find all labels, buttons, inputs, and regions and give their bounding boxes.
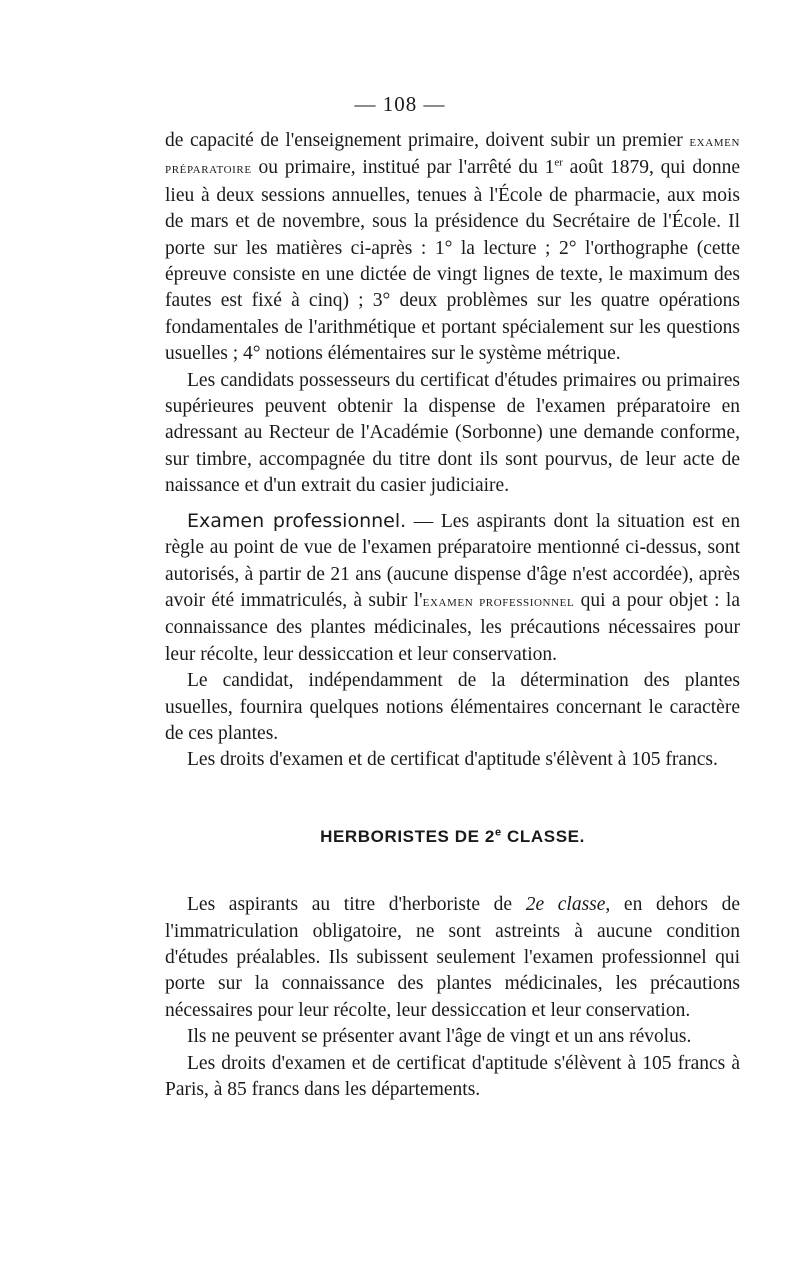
paragraph-droits-paris: Les droits d'examen et de certificat d'aptitude s'élèvent à 105 francs à Paris, à 85 francs dans les départements. <box>165 1052 740 1100</box>
text-run: Les aspirants au titre d'herboriste de <box>187 894 526 916</box>
italic-term: 2e classe <box>525 894 606 916</box>
small-caps-term: examen préparatoire <box>165 134 740 178</box>
paragraph-examen-professionnel <box>165 508 740 668</box>
page-number: — 108 — <box>354 92 446 116</box>
section-title <box>165 824 740 850</box>
text-run: août 1879, qui donne lieu à deux sessions annuelles, tenues à l'École de pharmacie, aux mois de mars et de novembre, sous la présidence du Secrétaire de l'École. Il porte sur les matières ci-après : 1° la lecture ; 2° l'orthographe (cette épreuve consiste en une dictée de vingt lignes de texte, le maximum des fautes est fixé à cinq) ; 3° deux problèmes sur les quatre opérations fondamentales de l'arithmétique et portant spécialement sur les questions usuelles ; 4° notions élémentaires sur le système métrique. <box>165 157 740 365</box>
text-run: qui a pour objet : la connaissance des plantes médicinales, les précautions nécessaires pour leur récolte, leur dessiccation et leur conservation. <box>165 589 740 665</box>
section-title-text: CLASSE. <box>501 826 585 846</box>
paragraph-dispense: Les candidats possesseurs du certificat d'études primaires ou primaires supérieures peuvent obtenir la dispense de l'examen préparatoire en adressant au Recteur de l'Académie (Sorbonne) une demande conforme, sur timbre, accompagnée du titre dont ils sont pourvus, de leur acte de naissance et d'un extrait du casier judiciaire. <box>165 369 740 497</box>
superscript: er <box>554 156 563 169</box>
superscript: e <box>495 826 502 839</box>
body-text <box>165 128 740 1103</box>
run-in-heading: Examen professionnel. <box>187 509 407 532</box>
paragraph-candidat: Le candidat, indépendamment de la détermination des plantes usuelles, fournira quelques notions élémentaires concernant le caractère de ces plantes. <box>165 670 740 744</box>
paragraph-exam-preparatoire <box>165 128 740 368</box>
paragraph-aspirants <box>165 892 740 1024</box>
text-run: ou primaire, institué par l'arrêté du 1 <box>251 157 555 179</box>
text-run: , en dehors de l'immatriculation obligatoire, ne sont astreints à aucune condition d'études préalables. Ils subissent seulement l'examen professionnel qui porte sur la connaissance des plantes médicinales, les précautions nécessaires pour leur récolte, leur dessiccation et leur conservation. <box>165 894 740 1021</box>
paragraph-droits: Les droits d'examen et de certificat d'aptitude s'élèvent à 105 francs. <box>187 749 718 771</box>
section-title-text: HERBORISTES DE 2 <box>320 826 495 846</box>
paragraph-age: Ils ne peuvent se présenter avant l'âge de vingt et un ans révolus. <box>187 1026 692 1048</box>
text-run: — Les aspirants dont la situation est en règle au point de vue de l'examen préparatoire mentionné ci-dessus, sont autorisés, à partir de 21 ans (aucune dispense d'âge n'est accordée), après avoir été immatriculés, à subir l' <box>165 510 741 611</box>
text-run: de capacité de l'enseignement primaire, doivent subir un premier <box>165 130 690 151</box>
small-caps-term: examen professionnel <box>422 593 575 610</box>
